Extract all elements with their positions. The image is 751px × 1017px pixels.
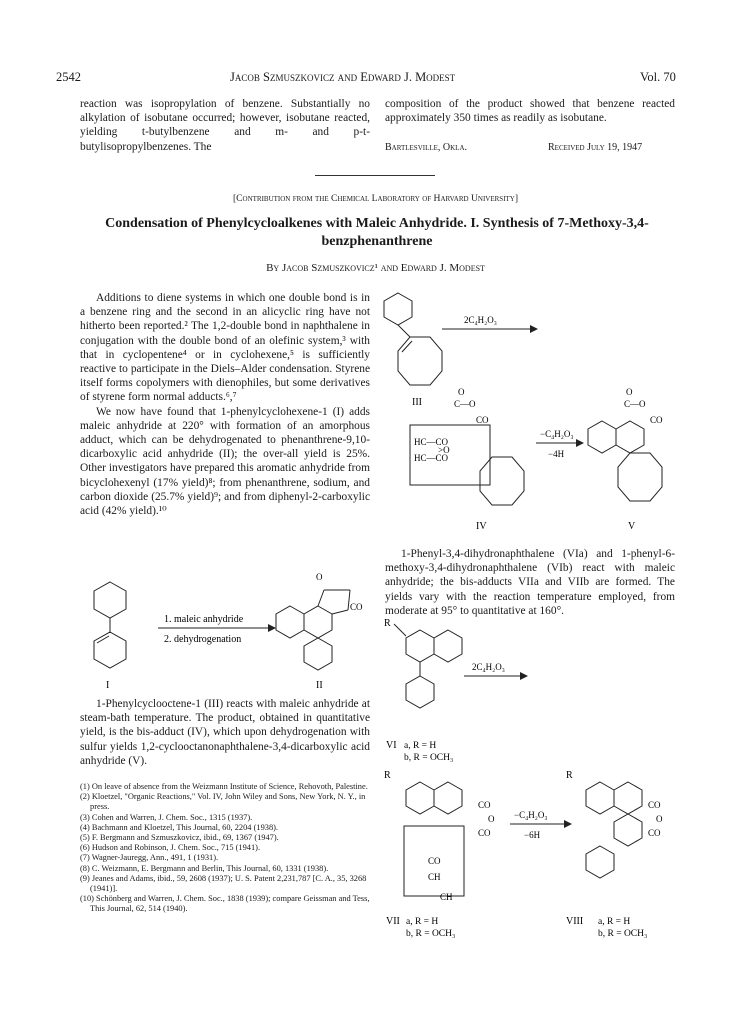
r-substituent-VII: R — [384, 770, 391, 781]
benzene-ring-I — [94, 582, 126, 618]
ring-II-bottom — [304, 638, 332, 670]
volume-number: Vol. 70 — [640, 70, 676, 84]
ring-VI-dihydro — [434, 630, 462, 662]
footnote-7: (7) Wagner-Jauregg, Ann., 491, 1 (1931). — [80, 853, 219, 863]
footnote-2: (2) Kloetzel, "Organic Reactions," Vol. IV, John Wiley and Sons, New York, N. Y., in press. — [80, 792, 366, 812]
label-II: II — [316, 680, 323, 691]
vii-b: b, R = OCH₃ — [406, 929, 456, 939]
ch-VII-1: CH — [428, 872, 441, 882]
cyclooctene-paragraph — [80, 697, 370, 768]
step-2-label: 2. dehydrogenation — [164, 634, 242, 645]
received-line: Received July 19, 1947 — [548, 142, 643, 153]
scheme-i-to-ii — [80, 560, 370, 695]
footnote-8: (8) C. Weizmann, E. Bergmann and Berlin, This Journal, 60, 1331 (1938). — [80, 863, 329, 873]
hc-co-lower: HC—CO — [414, 453, 449, 463]
ring-V-left — [588, 421, 616, 453]
label-IV: IV — [476, 521, 487, 532]
cyclooctene-text: 1-Phenylcyclooctene-1 (III) reacts with maleic anhydride at steam-bath temperature. The product, obtained in quantitative yield, is the bis-adduct (IV), which upon dehydrogenation with sulfur yields 1,2-cyclooctanonaphthalene-3,4-dicarboxylic acid anhydride (V). — [80, 698, 370, 767]
reagent-label: 2C₄H₂O₃ — [464, 315, 497, 325]
cyclooctane-ring-V — [618, 453, 662, 501]
footnote-10: (10) Schönberg and Warren, J. Chem. Soc., 1838 (1939); compare Geissman and Tess, This Journal, 62, 514 (1940). — [80, 894, 370, 914]
o-VII: O — [488, 814, 495, 824]
anhydride-o-V: O — [626, 387, 633, 397]
anhydride-co-V: CO — [650, 415, 663, 425]
o-VIII: O — [656, 814, 663, 824]
footnote-6: (6) Hudson and Robinson, J. Chem. Soc., 715 (1941). — [80, 843, 261, 853]
anhydride-c-o-IV: C—O — [454, 399, 476, 409]
step-1-label: 1. maleic anhydride — [164, 614, 244, 625]
co-VII-bridge-1: CO — [428, 856, 441, 866]
label-V: V — [628, 521, 636, 532]
label-III: III — [412, 397, 422, 408]
r-substituent-VI: R — [384, 618, 391, 629]
label-VII: VII — [386, 916, 400, 927]
minus-anhydride: −C₄H₂O₃ — [540, 429, 574, 439]
phenyl-ring-VI — [406, 676, 434, 708]
co-VII-upper: CO — [478, 800, 491, 810]
byline: By Jacob Szmuszkovicz¹ and Edward J. Modest — [266, 262, 485, 274]
anhydride-o-IV: O — [458, 387, 465, 397]
dihydronaphthalene-text: 1-Phenyl-3,4-dihydronaphthalene (VIa) and 1-phenyl-6-methoxy-3,4-dihydronaphthalene (VIb) react with maleic anhydride; the bis-adducts VIIa and VIIb are formed. The yields vary with the reaction temperature employed, from moderate at 95° to quantitative at 160°. — [385, 548, 675, 617]
footnote-9: (9) Jeanes and Adams, ibid., 59, 2608 (1937); U. S. Patent 2,231,787 [C. A., 35, 3268 (1941)]. — [80, 873, 367, 894]
anhydride-o-top: O — [316, 572, 323, 582]
minus-4h: −4H — [548, 449, 565, 459]
anhydride-co-IV: CO — [476, 415, 489, 425]
left-column — [80, 291, 370, 518]
ch-VII-2: CH — [440, 892, 453, 902]
footnote-1: (1) On leave of absence from the Weizmann Institute of Science, Rehovoth, Palestine. — [80, 782, 368, 791]
cyclohexene-ring-I — [94, 632, 126, 668]
reagent-label-2: 2C₄H₂O₃ — [472, 662, 505, 672]
r-substituent-VIII: R — [566, 770, 573, 781]
anhydride-co: CO — [350, 602, 363, 612]
ring-VIII-bottom — [586, 846, 614, 878]
scheme-vi-vii-viii — [380, 612, 680, 954]
viii-b: b, R = OCH₃ — [598, 929, 648, 939]
intro-paragraph: Additions to diene systems in which one double bond is in a benzene ring and the second in an alicyclic ring have not hitherto been reported.² The 1,2-double bond in naphthalene in conjugation with the double bond of an olefinic system,³ with that in cyclopentene⁴ or in cyclohexene,⁵ is sufficiently reactive to participate in the Diels–Alder condensation. Styrene itself forms copolymers with dienophiles, but some derivatives of styrene form normal adducts.⁶,⁷ — [80, 292, 370, 404]
vi-a: a, R = H — [404, 741, 437, 751]
ring-VIII-left — [586, 782, 614, 814]
benzene-ring-III — [384, 293, 412, 325]
cyclooctene-ring-III — [398, 337, 442, 385]
footnote-3: (3) Cohen and Warren, J. Chem. Soc., 1315 (1937). — [80, 812, 253, 822]
section-divider — [315, 175, 435, 176]
footnote-5: (5) F. Bergmann and Szmuszkovicz, ibid., 69, 1367 (1947). — [80, 833, 279, 843]
hc-co-upper: HC—CO — [414, 437, 449, 447]
label-I: I — [106, 680, 110, 691]
previous-article-left: reaction was isopropylation of benzene. Substantially no alkylation of isobutane occurred; however, isobutane reacted, yielding t-butylbenzene and m- and p-t-butylisopropylbenzenes. The — [80, 98, 370, 153]
bridge-o: >O — [438, 445, 450, 455]
article-title: Condensation of Phenylcycloalkenes with Maleic Anhydride. I. Synthesis of 7-Methoxy-3,4-benzphenanthrene — [105, 216, 649, 249]
vi-b: b, R = OCH₃ — [404, 753, 454, 763]
ring-VIII-right — [614, 814, 642, 846]
footnote-4: (4) Bachmann and Kloetzel, This Journal, 60, 2204 (1938). — [80, 822, 279, 832]
footnotes — [80, 782, 370, 915]
running-title: Jacob Szmuszkovicz and Edward J. Modest — [230, 70, 456, 84]
page-number: 2542 — [56, 70, 81, 84]
ring-VII-aromatic — [406, 782, 434, 814]
scheme-iii-iv-v — [380, 285, 680, 535]
ring-V-center — [616, 421, 644, 453]
anhydride-c-o-V: C—O — [624, 399, 646, 409]
previous-article-right: composition of the product showed that benzene reacted approximately 350 times as readily as isobutane. — [385, 98, 675, 125]
label-VI: VI — [386, 740, 397, 751]
co-VIII-lower: CO — [648, 828, 661, 838]
label-VIII: VIII — [566, 916, 584, 927]
contribution-line: [Contribution from the Chemical Laboratory of Harvard University] — [232, 193, 519, 204]
viii-a: a, R = H — [598, 917, 631, 927]
minus-6h: −6H — [524, 830, 541, 840]
ring-VIII-center — [614, 782, 642, 814]
co-VIII-upper: CO — [648, 800, 661, 810]
co-VII-lower: CO — [478, 828, 491, 838]
ring-II-left — [276, 606, 304, 638]
ring-II-center — [304, 606, 332, 638]
ring-VII-middle — [434, 782, 462, 814]
cyclooctane-ring-IV — [480, 457, 524, 505]
dihydronaphthalene-paragraph — [385, 547, 675, 618]
vii-a: a, R = H — [406, 917, 439, 927]
minus-anhydride-2: −C₄H₂O₃ — [514, 810, 548, 820]
ring-VI-aromatic — [406, 630, 434, 662]
findings-paragraph: We now have found that 1-phenylcyclohexene-1 (I) adds maleic anhydride at 220° with formation of an amorphous adduct, which can be dehydrogenated to phenanthrene-9,10-dicarboxylic acid anhydride (II); the over-all yield is 25%. Other investigators have prepared this aromatic anhydride from bicyclohexenyl (17% yield)⁸; from phenanthrene, sodium, and carbon dioxide (25.7% yield)⁹; and from diphenyl-2-carboxylic acid (42% yield).¹⁰ — [80, 405, 370, 518]
place-line: Bartlesville, Okla. — [385, 142, 468, 153]
